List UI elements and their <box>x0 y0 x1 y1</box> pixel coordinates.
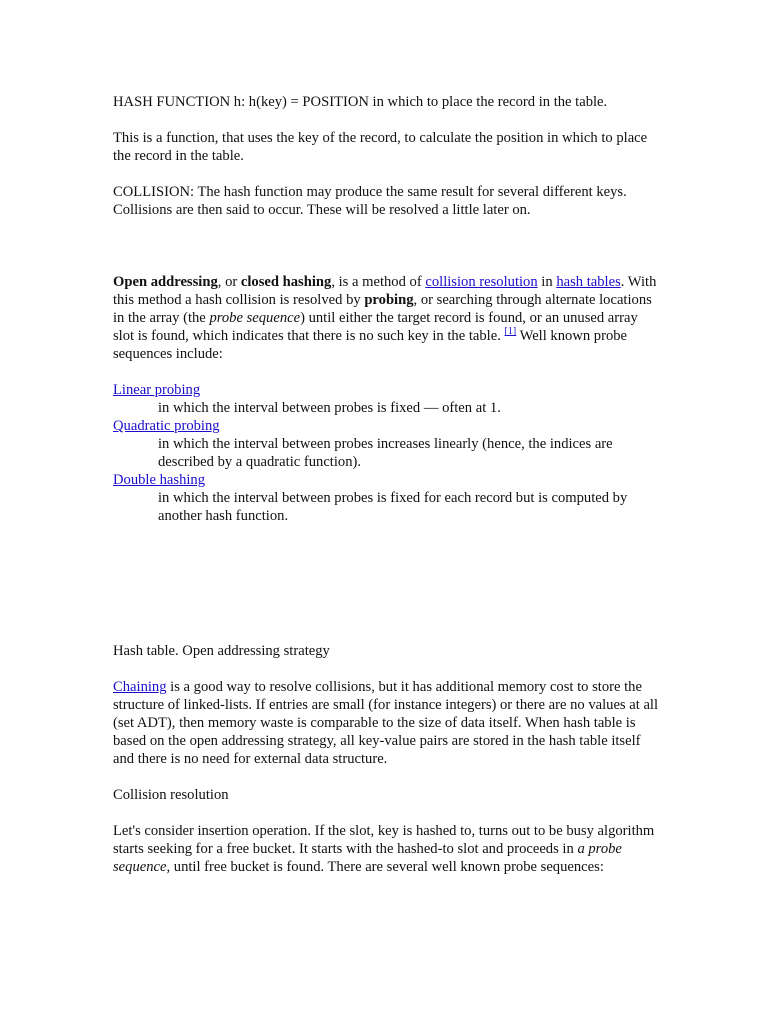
reference-link[interactable]: [1] <box>504 326 517 338</box>
double-hashing-description: in which the interval between probes is fixed for each record but is computed by another hash function. <box>158 490 628 524</box>
text-fragment: ) until either the target record is found, or an unused array slot is found, which indicates that there is no such key in the table. <box>113 310 638 344</box>
text-fragment: , or <box>217 274 241 290</box>
section-heading-collision-resolution: Collision resolution <box>113 787 229 803</box>
text-fragment: , until free bucket is found. There are several well known probe sequences: <box>166 859 604 875</box>
term-closed-hashing: closed hashing <box>240 274 332 290</box>
text-fragment: is a good way to resolve collisions, but it has additional memory cost to store the structure of linked-lists. If entries are small (for instance integers) or there are no values at all (set ADT), then memory waste is comparable to the size of data itself. When hash table is based on the open addressing strategy, all key-value pairs are stored in the hash table itself and there is no need for external data structure. <box>113 679 659 767</box>
collision-definition: COLLISION: The hash function may produce the same result for several different keys. Collisions are then said to occur. These will be resolved a little later on. <box>113 184 627 218</box>
insertion-paragraph <box>113 822 661 876</box>
link-linear-probing[interactable]: Linear probing <box>113 382 201 398</box>
link-quadratic-probing[interactable]: Quadratic probing <box>113 418 220 434</box>
quadratic-probing-description: in which the interval between probes increases linearly (hence, the indices are described by a quadratic function). <box>158 436 613 470</box>
text-fragment: . With this method a hash collision is resolved by <box>113 274 657 308</box>
text-fragment: in <box>537 274 557 290</box>
link-double-hashing[interactable]: Double hashing <box>113 472 206 488</box>
probe-sequence-list <box>113 381 661 525</box>
text-fragment: Well known probe sequences include: <box>113 328 628 362</box>
link-chaining[interactable]: Chaining <box>113 679 167 695</box>
section-heading-open-addressing-strategy: Hash table. Open addressing strategy <box>113 643 330 659</box>
linear-probing-description: in which the interval between probes is fixed — often at 1. <box>158 400 501 416</box>
hash-function-definition: HASH FUNCTION h: h(key) = POSITION in which to place the record in the table. <box>113 94 608 110</box>
text-fragment: , or searching through alternate locations in the array (the <box>113 292 652 326</box>
link-collision-resolution[interactable]: collision resolution <box>425 274 538 290</box>
term-probe-sequence: probe sequence <box>209 310 301 326</box>
text-fragment: , is a method of <box>331 274 426 290</box>
text-fragment: Let's consider insertion operation. If the slot, key is hashed to, turns out to be busy algorithm starts seeking for a free bucket. It starts with the hashed-to slot and proceeds in <box>113 823 655 857</box>
term-a-probe-sequence: a probe sequence <box>113 841 622 875</box>
open-addressing-paragraph <box>113 273 661 363</box>
link-hash-tables[interactable]: hash tables <box>556 274 621 290</box>
document-body <box>113 93 661 876</box>
hash-function-description: This is a function, that uses the key of the record, to calculate the position in which to place the record in the table. <box>113 130 648 164</box>
chaining-paragraph <box>113 678 661 768</box>
term-open-addressing: Open addressing <box>113 274 218 290</box>
term-probing: probing <box>364 292 414 308</box>
